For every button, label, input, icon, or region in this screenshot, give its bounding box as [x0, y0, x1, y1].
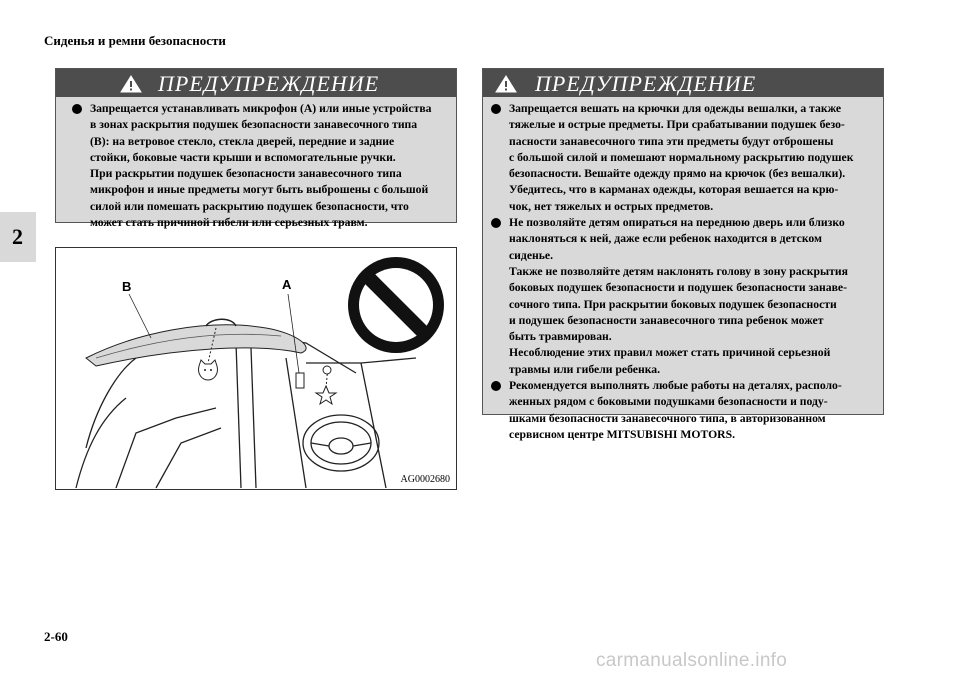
warning-line: шками безопасности занавесочного типа, в авторизованном	[509, 411, 826, 425]
warning-item	[491, 215, 873, 378]
bullet-icon	[491, 381, 501, 391]
warning-line: женных рядом с боковыми подушками безопасности и поду-	[509, 395, 828, 409]
bullet-icon	[491, 218, 501, 228]
warning-body	[483, 97, 883, 449]
warning-box-left	[55, 68, 457, 230]
warning-line: сервисном центре MITSUBISHI MOTORS.	[509, 427, 736, 441]
label-a: A	[282, 277, 292, 292]
page-header-title: Сиденья и ремни безопасности	[44, 33, 226, 48]
watermark: carmanualsonline.info	[596, 650, 788, 671]
warning-line: силой или помешать раскрытию подушек безопасности, что	[90, 199, 409, 213]
curtain-airbag-b	[86, 325, 306, 366]
warning-line: может стать причиной гибели или серьезных травм.	[90, 216, 368, 230]
warning-line: Рекомендуется выполнять любые работы на деталях, располо-	[509, 379, 842, 393]
bullet-icon	[72, 104, 82, 114]
warning-line: в зонах раскрытия подушек безопасности занавесочного типа	[90, 118, 418, 132]
warning-header	[56, 69, 456, 97]
prohibition-icon	[348, 257, 444, 353]
warning-box-right	[482, 68, 884, 441]
warning-line: Не позволяйте детям опираться на переднюю дверь или близко	[509, 216, 845, 230]
warning-header	[483, 69, 883, 97]
star-charm-icon	[316, 386, 336, 404]
chapter-number: 2	[12, 224, 23, 249]
warning-line: и подушек безопасности занавесочного типа ребенок может	[509, 313, 824, 327]
warning-line: сиденье.	[509, 248, 554, 262]
warning-title: ПРЕДУПРЕЖДЕНИЕ	[535, 71, 757, 96]
warning-line: с большой силой и помешают нормальному раскрытию подушек	[509, 150, 854, 164]
steering-wheel	[303, 415, 379, 471]
label-b: B	[122, 279, 132, 294]
warning-line: травмы или гибели ребенка.	[509, 362, 661, 376]
warning-line: чок, нет тяжелых и острых предметов.	[509, 199, 714, 213]
microphone-a	[296, 373, 304, 388]
warning-item	[491, 378, 873, 443]
warning-triangle-icon	[495, 75, 517, 93]
warning-line: пасности занавесочного типа эти предметы будут отброшены	[509, 134, 834, 148]
warning-line: Запрещается устанавливать микрофон (A) или иные устройства	[90, 102, 432, 115]
warning-title: ПРЕДУПРЕЖДЕНИЕ	[158, 71, 380, 96]
warning-line: быть травмирован.	[509, 330, 612, 344]
airbag-illustration	[55, 247, 457, 490]
warning-line: сочного типа. При раскрытии боковых подушек безопасности	[509, 297, 837, 311]
bullet-icon	[491, 104, 501, 114]
warning-line: стойки, боковые части крыши и вспомогательные ручки.	[90, 150, 396, 164]
warning-line: тяжелые и острые предметы. При срабатывании подушек безо-	[509, 118, 845, 132]
figure-id: AG0002680	[400, 474, 450, 485]
warning-line: безопасности. Вешайте одежду прямо на крючок (без вешалки).	[509, 167, 846, 181]
warning-line: При раскрытии подушек безопасности занавесочного типа	[90, 167, 402, 181]
warning-line: Убедитесь, что в карманах одежды, которая вешается на крю-	[509, 183, 839, 197]
car-interior-drawing	[56, 248, 456, 489]
warning-line: боковых подушек безопасности и подушек безопасности занаве-	[509, 281, 847, 295]
warning-line: (B): на ветровое стекло, стекла дверей, передние и задние	[90, 134, 395, 148]
warning-item	[72, 101, 446, 231]
warning-item	[491, 101, 873, 215]
warning-line: микрофон и иные предметы могут быть выброшены с большой	[90, 183, 429, 197]
warning-triangle-icon	[120, 75, 142, 93]
warning-line: наклоняться к ней, даже если ребенок находится в детском	[509, 232, 823, 246]
warning-line: Также не позволяйте детям наклонять голову в зону раскрытия	[509, 264, 848, 278]
warning-body	[56, 97, 456, 237]
page-number: 2-60	[44, 629, 68, 644]
warning-line: Несоблюдение этих правил может стать причиной серьезной	[509, 346, 831, 360]
warning-line: Запрещается вешать на крючки для одежды вешалки, а также	[509, 102, 842, 115]
